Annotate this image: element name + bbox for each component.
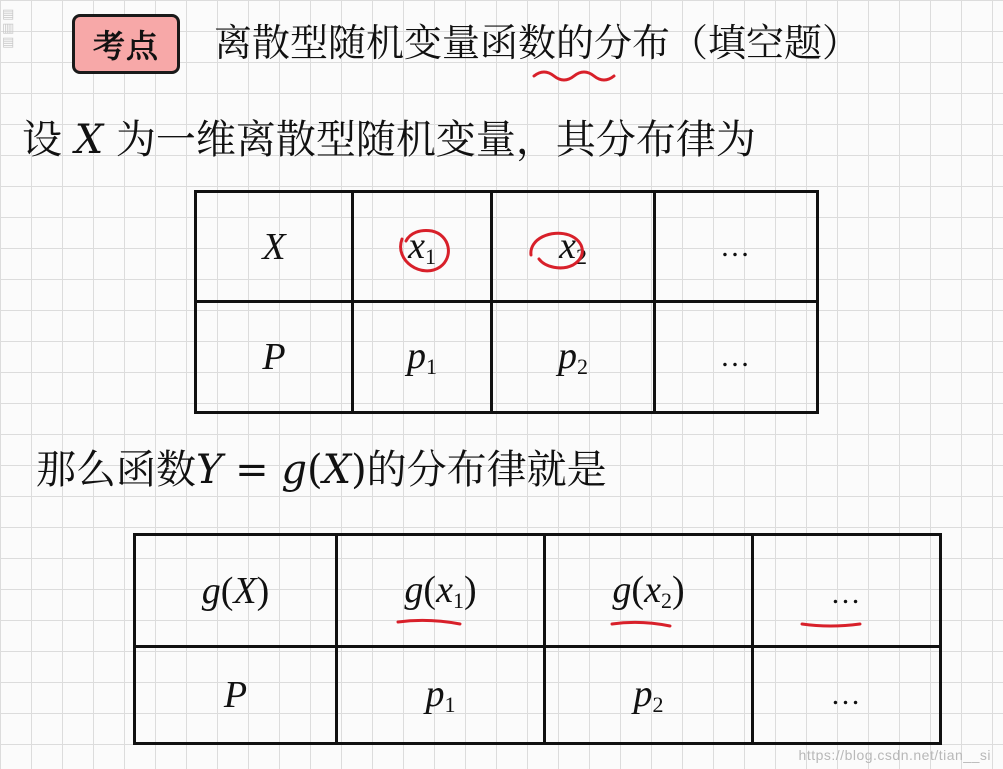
handwritten-underline-gx1: [394, 616, 464, 630]
row-label-lparen: (: [220, 569, 234, 612]
cell-p-ellipsis-2: …: [753, 647, 941, 744]
table-row-p: [196, 302, 818, 413]
cell-p2b-sub: 2: [652, 692, 664, 717]
function-prefix: 那么函数: [36, 447, 196, 493]
function-sentence: [36, 440, 607, 500]
cell-p1-var: p: [407, 335, 426, 377]
function-lparen: (: [306, 447, 323, 493]
cell-gx-ellipsis-text: …: [830, 576, 863, 610]
function-y: Y: [196, 447, 223, 493]
cell-x-ellipsis: …: [655, 192, 818, 302]
distribution-table-gx: [133, 533, 942, 745]
cell-x1: [353, 192, 492, 302]
intro-sentence: [22, 110, 756, 170]
cell-p-ellipsis: …: [655, 302, 818, 413]
row-label-x: X: [196, 192, 353, 302]
function-g: g: [281, 447, 307, 493]
intro-suffix: 为一维离散型随机变量，其分布律为: [115, 117, 756, 163]
table-row-gx: [135, 535, 941, 647]
cell-p2: [492, 302, 655, 413]
cell-gx2: [545, 535, 753, 647]
cell-gx2-sub: 2: [660, 587, 672, 613]
cell-gx2-rparen: ): [671, 568, 685, 611]
cell-gx1-g: g: [404, 568, 424, 611]
row-label-p: P: [196, 302, 353, 413]
row-label-p2: P: [135, 647, 337, 744]
cell-gx1-x: x: [436, 568, 453, 611]
table-row-x: [196, 192, 818, 302]
topic-badge: 考点: [72, 14, 180, 74]
cell-x2-var: x: [559, 224, 576, 267]
cell-p2b-var: p: [633, 673, 653, 715]
row-label-gx: [135, 535, 337, 647]
intro-prefix: 设: [22, 117, 62, 163]
row-label-g: g: [201, 569, 221, 612]
corner-logo-icon: ▤ ▥ ▤: [2, 7, 15, 50]
cell-p2b: [545, 647, 753, 744]
cell-gx1-lparen: (: [423, 568, 437, 611]
handwritten-wavy-underline: [530, 66, 620, 86]
cell-p1b: [337, 647, 545, 744]
cell-p2-var: p: [558, 335, 577, 377]
page-title: 离散型随机变量函数的分布（填空题）: [214, 21, 861, 65]
row-label-x-var: X: [233, 569, 257, 612]
cell-x1-sub: 1: [424, 243, 436, 269]
cell-x2: [492, 192, 655, 302]
cell-gx2-g: g: [612, 568, 632, 611]
handwritten-underline-ellipsis: [798, 618, 864, 632]
cell-gx1-sub: 1: [452, 587, 464, 613]
distribution-table-x: [194, 190, 819, 414]
row-label-rparen: ): [256, 569, 270, 612]
cell-gx2-lparen: (: [631, 568, 645, 611]
cell-gx1-rparen: ): [463, 568, 477, 611]
cell-gx1: [337, 535, 545, 647]
cell-p1: [353, 302, 492, 413]
cell-gx2-x: x: [644, 568, 661, 611]
intro-variable: X: [74, 117, 104, 163]
cell-p1-sub: 1: [426, 354, 437, 379]
watermark: https://blog.csdn.net/tian__si: [798, 747, 991, 763]
table-row-p2: [135, 647, 941, 744]
cell-p2-sub: 2: [577, 354, 588, 379]
cell-p1b-var: p: [425, 673, 445, 715]
cell-p1b-sub: 1: [444, 692, 456, 717]
function-x: X: [322, 447, 352, 493]
function-suffix: 的分布律就是: [366, 447, 607, 493]
cell-x1-var: x: [408, 224, 425, 267]
cell-gx-ellipsis: [753, 535, 941, 647]
function-eq: =: [222, 447, 282, 493]
cell-x2-sub: 2: [575, 243, 587, 269]
function-rparen: ): [351, 447, 367, 493]
handwritten-underline-gx2: [608, 618, 674, 632]
